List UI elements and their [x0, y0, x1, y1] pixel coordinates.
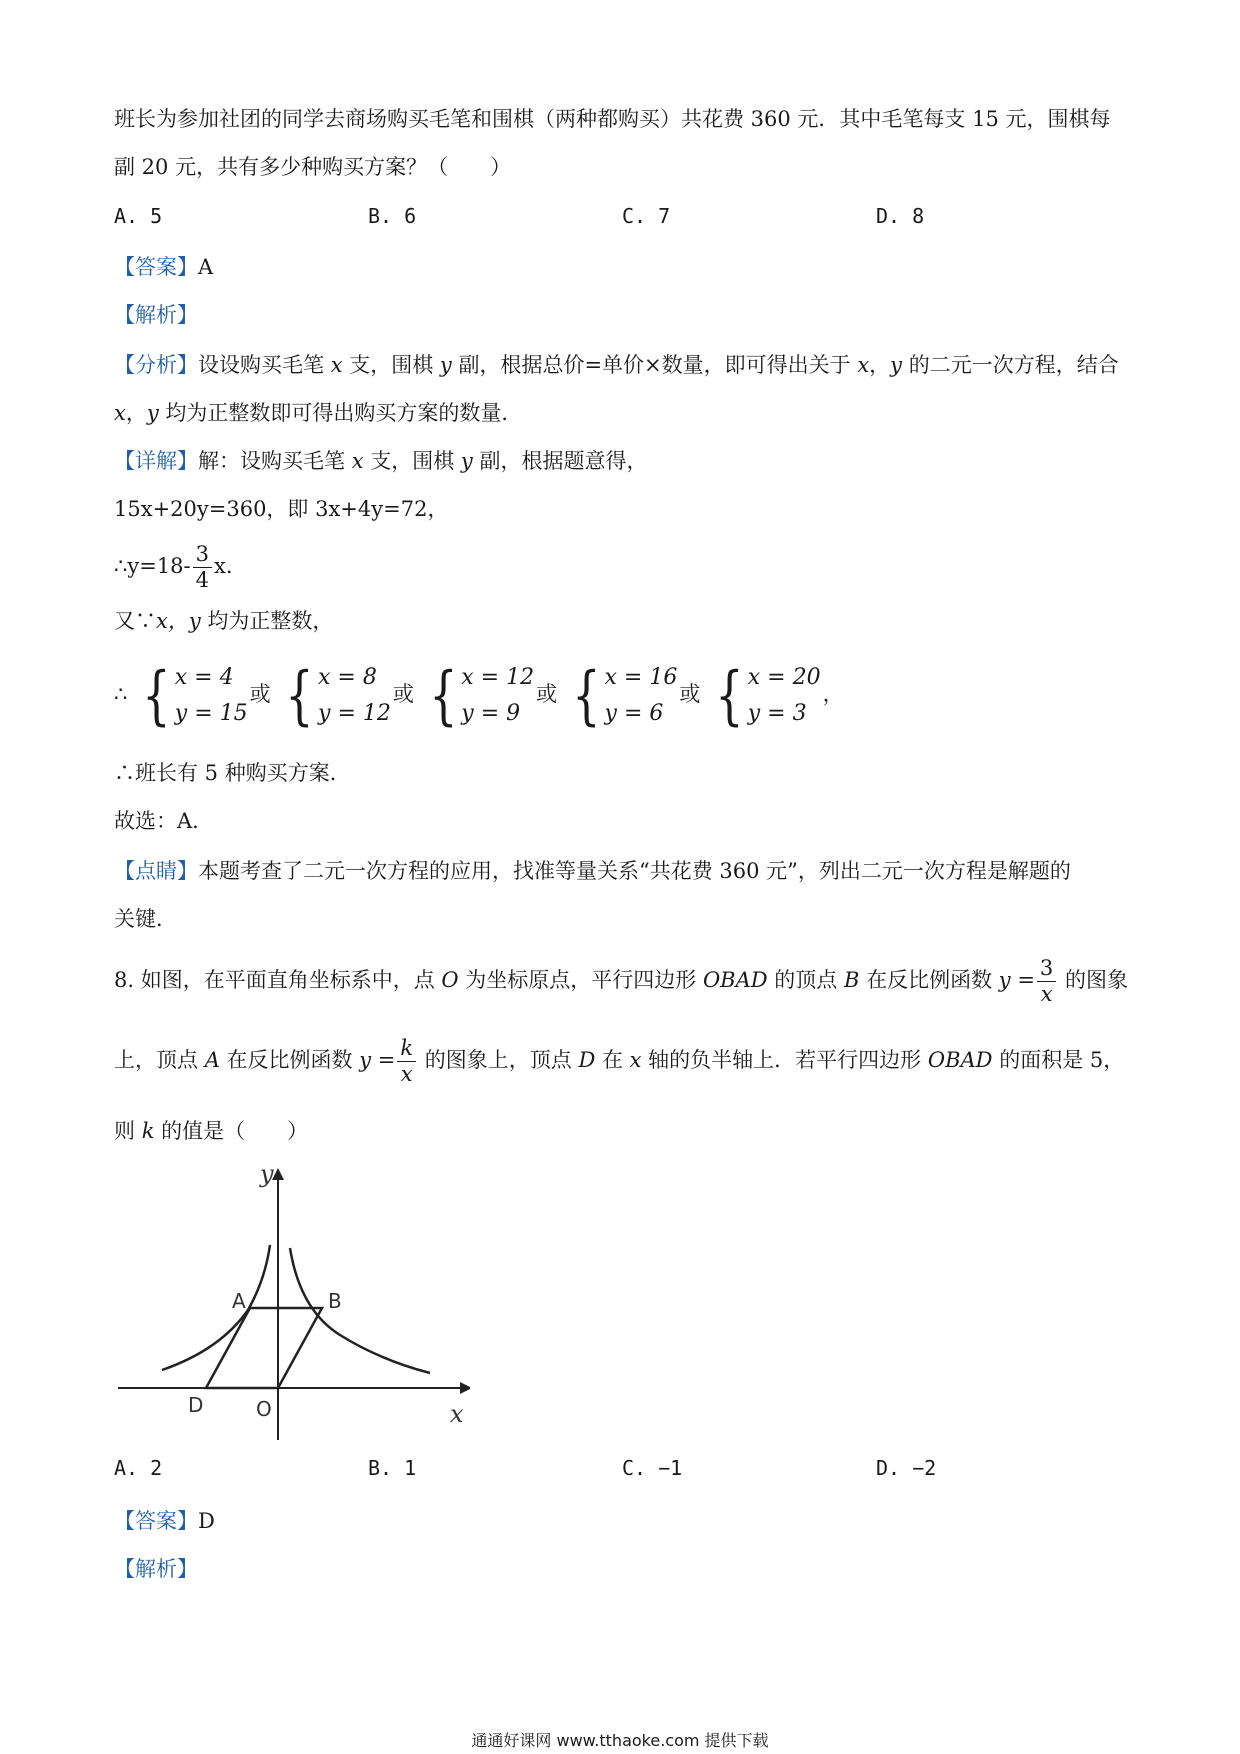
- or-text: 或: [392, 682, 414, 706]
- fraction-3-over-x: [1037, 958, 1056, 1005]
- text: 均为正整数即可得出购买方案的数量．: [158, 401, 523, 425]
- text: 均为正整数，: [207, 609, 334, 633]
- denominator: 4: [195, 568, 210, 592]
- text: 8. 如图，在平面直角坐标系中，点: [114, 968, 442, 992]
- text: ，: [125, 401, 147, 425]
- text: 在反比例函数: [859, 968, 999, 992]
- text: 的二元一次方程，结合: [902, 353, 1119, 377]
- var: x: [330, 353, 343, 377]
- equation-1: 15x+20y=360，即 3x+4y=72，: [114, 497, 449, 521]
- equation: y = 15: [174, 700, 248, 726]
- text: 支，围棋: [342, 353, 440, 377]
- or-text: 或: [536, 682, 558, 706]
- var: B: [843, 968, 860, 992]
- var: y: [890, 353, 903, 377]
- coordinate-figure: [110, 1160, 470, 1450]
- y-axis-arrow: [272, 1168, 284, 1180]
- equation: y = 6: [604, 700, 664, 726]
- equation: x = 16: [604, 664, 678, 690]
- fenxi-tag: 【分析】: [114, 353, 198, 377]
- system-5: [709, 660, 821, 732]
- dianjing-line-2: 关键．: [114, 907, 177, 931]
- text: ，: [822, 682, 844, 706]
- x-axis-arrow: [460, 1382, 470, 1394]
- analysis-tag-text: 【解析】: [114, 303, 198, 327]
- var: x: [114, 401, 126, 425]
- fraction-k-over-x: [397, 1038, 416, 1085]
- text: 副，根据总价=单价×数量，即可得出关于: [451, 353, 858, 377]
- label-a: A: [232, 1289, 246, 1313]
- text: 解：设购买毛笔: [198, 449, 352, 473]
- system-4: [566, 660, 678, 732]
- brace: {: [142, 658, 171, 733]
- fenxi-line-2: [114, 398, 522, 428]
- var: y: [146, 401, 159, 425]
- therefore-sign: ∴: [114, 682, 128, 706]
- var: k: [141, 1119, 155, 1143]
- var: y =: [359, 1048, 396, 1072]
- text: ，: [869, 353, 891, 377]
- positive-integer-line: [114, 606, 333, 636]
- var: y =: [998, 968, 1035, 992]
- answer-tag: 【答案】: [114, 255, 198, 279]
- numerator: 3: [193, 544, 212, 568]
- fraction-three-quarters: [193, 544, 212, 591]
- conclusion: ∴班长有 5 种购买方案．: [114, 761, 351, 785]
- detail-line-1: [114, 446, 647, 476]
- option-d: D. 8: [876, 204, 925, 228]
- or-text: 或: [249, 682, 271, 706]
- answer-value: A: [198, 255, 214, 279]
- brace: {: [428, 658, 458, 733]
- equation: x = 12: [461, 664, 535, 690]
- solution-systems: [114, 656, 844, 732]
- choose-line: 故选：A．: [114, 809, 214, 833]
- denominator: x: [1040, 982, 1053, 1006]
- equation-2: [114, 536, 233, 596]
- brace: {: [285, 658, 314, 733]
- var: OBAD: [702, 968, 768, 992]
- equation: x = 4: [174, 664, 234, 690]
- label-o: O: [256, 1397, 272, 1421]
- right-hyperbola-branch: [290, 1248, 430, 1373]
- var: y: [439, 353, 452, 377]
- q8-line-3: [114, 1116, 308, 1146]
- or-text: 或: [679, 682, 701, 706]
- numerator: 3: [1037, 958, 1056, 982]
- text: 又∵: [114, 609, 156, 633]
- q8-option-a: A. 2: [114, 1456, 163, 1480]
- option-c: C. 7: [622, 204, 671, 228]
- text: 的顶点: [767, 968, 844, 992]
- analysis-tag: [114, 300, 198, 330]
- var: D: [578, 1048, 596, 1072]
- var: y: [460, 449, 473, 473]
- option-b: B. 6: [368, 204, 417, 228]
- dianjing-line-1: [114, 856, 1071, 886]
- system-2: [279, 660, 391, 732]
- question-text-line-2: 副 20 元，共有多少种购买方案？（ ）: [114, 155, 512, 179]
- system-1: [136, 660, 248, 732]
- q8-line-2: [114, 1028, 1124, 1092]
- equation: y = 12: [318, 700, 391, 726]
- text: x.: [214, 554, 233, 578]
- var: A: [204, 1048, 220, 1072]
- text: ∴y=18-: [114, 554, 191, 578]
- dianjing-tag: 【点睛】: [114, 859, 198, 883]
- text: 设设购买毛笔: [198, 353, 331, 377]
- option-a: A. 5: [114, 204, 163, 228]
- text: 的图象上，顶点: [418, 1048, 579, 1072]
- q8-option-d: D. −2: [876, 1456, 937, 1480]
- text: 为坐标原点，平行四边形: [458, 968, 703, 992]
- text: 支，围棋: [363, 449, 461, 473]
- analysis-tag-text: 【解析】: [114, 1557, 198, 1581]
- equation: y = 3: [747, 700, 807, 726]
- brace: {: [571, 658, 601, 733]
- q8-option-c: C. −1: [622, 1456, 683, 1480]
- answer-tag: 【答案】: [114, 1509, 198, 1533]
- q8-answer-line: [114, 1506, 215, 1536]
- var: x: [629, 1048, 642, 1072]
- answer-line: [114, 252, 213, 282]
- label-y: y: [260, 1160, 274, 1188]
- answer-value: D: [198, 1509, 215, 1533]
- var: x: [857, 353, 870, 377]
- text: 副，根据题意得，: [472, 449, 648, 473]
- var-pair: x，y: [156, 609, 208, 633]
- text: 的图象: [1058, 968, 1128, 992]
- text: 轴的负半轴上．若平行四边形: [641, 1048, 928, 1072]
- text: 的面积是 5，: [992, 1048, 1125, 1072]
- numerator: k: [397, 1038, 416, 1062]
- text: 则: [114, 1119, 142, 1143]
- fenxi-line-1: [114, 350, 1119, 380]
- parallelogram-obad: [206, 1308, 322, 1388]
- text: 在: [595, 1048, 630, 1072]
- var: x: [351, 449, 364, 473]
- text: 在反比例函数: [219, 1048, 360, 1072]
- var: O: [441, 968, 459, 992]
- label-x: x: [450, 1400, 464, 1428]
- denominator: x: [400, 1062, 413, 1086]
- text: 的值是（ ）: [154, 1119, 309, 1143]
- q8-line-1: [114, 948, 1128, 1012]
- page-footer: 通通好课网 www.tthaoke.com 提供下载: [471, 1731, 769, 1750]
- question-text-line-1: 班长为参加社团的同学去商场购买毛笔和围棋（两种都购买）共花费 360 元．其中毛笔每支 15 元，围棋每: [114, 107, 1111, 131]
- detail-tag: 【详解】: [114, 449, 198, 473]
- equation: y = 9: [461, 700, 521, 726]
- var: OBAD: [927, 1048, 993, 1072]
- text: 上，顶点: [114, 1048, 205, 1072]
- q8-analysis-tag: [114, 1554, 198, 1584]
- equation: x = 8: [318, 664, 377, 690]
- system-3: [423, 660, 535, 732]
- label-d: D: [188, 1393, 204, 1417]
- text: 本题考查了二元一次方程的应用，找准等量关系“共花费 360 元”，列出二元一次方程是解题的: [198, 859, 1071, 883]
- label-b: B: [328, 1289, 342, 1313]
- brace: {: [715, 658, 744, 733]
- equation: x = 20: [747, 664, 821, 690]
- q8-option-b: B. 1: [368, 1456, 417, 1480]
